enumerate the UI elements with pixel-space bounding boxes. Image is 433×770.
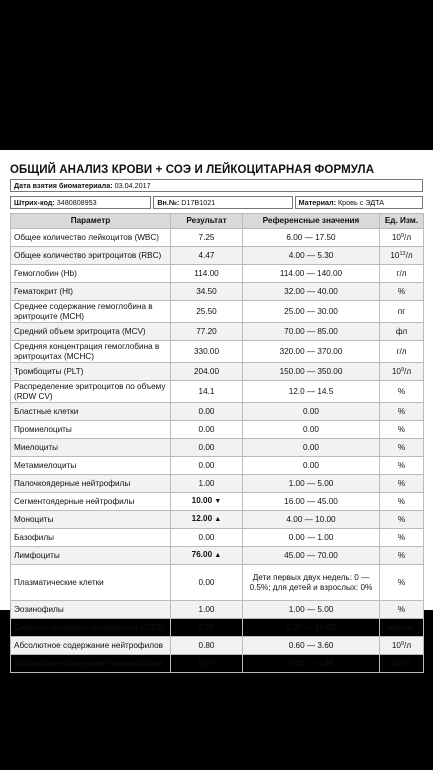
unit-suffix: /л — [405, 250, 413, 260]
unit-cell — [380, 511, 424, 529]
unit-base: г/л — [396, 346, 407, 356]
unit-base: % — [397, 424, 406, 434]
unit-cell — [380, 529, 424, 547]
param-name: Сегментоядерные нейтрофилы — [11, 493, 171, 511]
param-name: Гемоглобин (Hb) — [11, 265, 171, 283]
result-cell — [171, 247, 243, 265]
result-value: 12.00 — [191, 514, 213, 523]
result-value: 0.00 — [198, 424, 215, 434]
unit-exponent: 9 — [400, 658, 405, 665]
reference-range: 0.60 — 3.60 — [243, 637, 380, 655]
header-param: Параметр — [11, 214, 171, 229]
reference-range: 1.00 — 5.00 — [243, 601, 380, 619]
result-value: 77.20 — [196, 326, 217, 336]
header-ref: Референсные значения — [243, 214, 380, 229]
table-row — [11, 565, 424, 601]
unit-cell — [380, 637, 424, 655]
unit-suffix: /л — [404, 658, 412, 668]
result-value: 0.00 — [198, 406, 215, 416]
param-name: Скорость оседания эритроцитов (СОЭ) — [11, 619, 171, 637]
reference-range: 25.00 — 30.00 — [243, 301, 380, 323]
table-header-row — [11, 214, 424, 229]
result-cell — [171, 601, 243, 619]
table-row — [11, 637, 424, 655]
unit-suffix: /л — [404, 640, 412, 650]
unit-base: % — [397, 496, 406, 506]
barcode-value: 3480808953 — [56, 198, 97, 207]
param-name: Средний объем эритроцита (MCV) — [11, 323, 171, 341]
result-cell — [171, 421, 243, 439]
unit-cell — [380, 547, 424, 565]
result-cell — [171, 493, 243, 511]
table-row — [11, 381, 424, 403]
result-value: 204.00 — [193, 366, 220, 376]
table-row — [11, 457, 424, 475]
param-name: Базофилы — [11, 529, 171, 547]
param-name: Лимфоциты — [11, 547, 171, 565]
reference-range: 4.00 — 10.00 — [243, 511, 380, 529]
result-cell — [171, 511, 243, 529]
reference-range: 320.00 — 370.00 — [243, 341, 380, 363]
table-row — [11, 475, 424, 493]
reference-range: 32.00 — 40.00 — [243, 283, 380, 301]
unit-base: % — [397, 460, 406, 470]
result-cell — [171, 283, 243, 301]
unit-base: % — [397, 406, 406, 416]
param-name: Распределение эритроцитов по объему (RDW CV) — [11, 381, 171, 403]
unit-cell — [380, 247, 424, 265]
result-cell — [171, 363, 243, 381]
collection-date — [10, 179, 423, 192]
material-value: Кровь с ЭДТА — [337, 198, 385, 207]
material-label: Материал: — [298, 198, 336, 207]
unit-suffix: /л — [404, 366, 412, 376]
unit-suffix: /л — [404, 232, 412, 242]
reference-range: 16.00 — 45.00 — [243, 493, 380, 511]
param-name: Абсолютное содержание нейтрофилов — [11, 637, 171, 655]
unit-cell — [380, 229, 424, 247]
result-value: 25.50 — [196, 306, 217, 316]
unit-cell — [380, 301, 424, 323]
result-value: 0.00 — [198, 442, 215, 452]
result-cell — [171, 457, 243, 475]
result-value: 4.47 — [198, 250, 215, 260]
result-cell — [171, 655, 243, 673]
reference-range: 150.00 — 350.00 — [243, 363, 380, 381]
unit-cell — [380, 619, 424, 637]
table-row — [11, 547, 424, 565]
result-cell — [171, 323, 243, 341]
table-row — [11, 439, 424, 457]
table-row — [11, 619, 424, 637]
unit-exponent: 12 — [399, 250, 406, 257]
table-row — [11, 511, 424, 529]
unit-cell — [380, 439, 424, 457]
reference-range: 4.00 — 5.30 — [243, 247, 380, 265]
result-value: 34.50 — [196, 286, 217, 296]
param-name: Палочкоядерные нейтрофилы — [11, 475, 171, 493]
unit-cell — [380, 341, 424, 363]
param-name: Общее количество эритроцитов (RBC) — [11, 247, 171, 265]
table-row — [11, 601, 424, 619]
table-row — [11, 529, 424, 547]
result-cell — [171, 637, 243, 655]
arrow-down-icon: ▼ — [214, 498, 222, 505]
table-row — [11, 421, 424, 439]
table-row — [11, 283, 424, 301]
result-value: 14.1 — [198, 386, 215, 396]
unit-base: пг — [397, 306, 406, 316]
result-value: 1.00 — [198, 478, 215, 488]
reference-range: 0.00 — 10.00 — [243, 619, 380, 637]
collection-date-label: Дата взятия биоматериала: — [14, 181, 113, 190]
result-cell — [171, 439, 243, 457]
lab-report-sheet — [0, 150, 433, 668]
collection-date-value: 03.04.2017 — [114, 181, 151, 190]
reference-range: 1.00 — 5.00 — [243, 475, 380, 493]
meta-row-date — [10, 179, 423, 192]
unit-exponent: 9 — [400, 366, 405, 373]
result-cell — [171, 475, 243, 493]
unit-cell — [380, 265, 424, 283]
reference-range: 0.00 — [243, 403, 380, 421]
result-value: 114.00 — [194, 268, 219, 278]
result-value: 0.00 — [198, 460, 215, 470]
reference-range: 70.00 — 85.00 — [243, 323, 380, 341]
unit-base: мм/час — [388, 622, 415, 632]
unit-base: г/л — [396, 268, 407, 278]
table-row — [11, 229, 424, 247]
unit-base: % — [397, 577, 406, 587]
param-name: Эозинофилы — [11, 601, 171, 619]
unit-cell — [380, 421, 424, 439]
result-cell — [171, 341, 243, 363]
unit-base: % — [397, 550, 406, 560]
reference-range: 0.00 — [243, 457, 380, 475]
param-name: Средняя концентрация гемоглобина в эритроцитах (MCHC) — [11, 341, 171, 363]
result-cell — [171, 619, 243, 637]
results-table — [10, 213, 424, 673]
unit-exponent: 9 — [400, 640, 405, 647]
reference-range: 45.00 — 70.00 — [243, 547, 380, 565]
unit-base: фл — [395, 326, 408, 336]
material — [295, 196, 423, 209]
unit-base: 10 — [390, 250, 400, 260]
internal-number — [153, 196, 292, 209]
unit-cell — [380, 323, 424, 341]
table-row — [11, 247, 424, 265]
reference-range: Дети первых двух недель: 0 — 0.5%; для детей и взрослых: 0% — [243, 565, 380, 601]
param-name: Общее количество лейкоцитов (WBC) — [11, 229, 171, 247]
result-value: 0.00 — [198, 532, 215, 542]
reference-range: 0.00 — 1.00 — [243, 529, 380, 547]
barcode — [10, 196, 151, 209]
meta-row-ids — [10, 196, 423, 209]
table-row — [11, 301, 424, 323]
unit-cell — [380, 565, 424, 601]
header-result: Результат — [171, 214, 243, 229]
result-value: 1.00 — [198, 604, 215, 614]
result-cell — [171, 301, 243, 323]
param-name: Метамиелоциты — [11, 457, 171, 475]
reference-range: 6.00 — 17.50 — [243, 229, 380, 247]
unit-base: % — [397, 532, 406, 542]
result-value: 0.80 — [198, 640, 215, 650]
unit-cell — [380, 363, 424, 381]
param-name: Миелоциты — [11, 439, 171, 457]
table-row — [11, 403, 424, 421]
param-name: Бластные клетки — [11, 403, 171, 421]
unit-cell — [380, 381, 424, 403]
result-value: 76.00 — [191, 550, 213, 559]
table-row — [11, 493, 424, 511]
result-value: 2.00 — [198, 622, 215, 632]
unit-cell — [380, 493, 424, 511]
param-name: Промиелоциты — [11, 421, 171, 439]
unit-base: % — [397, 286, 406, 296]
unit-base: % — [397, 604, 406, 614]
result-cell — [171, 381, 243, 403]
unit-base: % — [397, 514, 406, 524]
result-value: 0.00 — [198, 577, 215, 587]
arrow-up-icon: ▲ — [214, 552, 222, 559]
reference-range: 0.00 — [243, 421, 380, 439]
barcode-label: Штрих-код: — [14, 198, 55, 207]
internal-number-label: Вн.№: — [157, 198, 180, 207]
report-title: ОБЩИЙ АНАЛИЗ КРОВИ + СОЭ И ЛЕЙКОЦИТАРНАЯ ФОРМУЛА — [10, 164, 375, 176]
unit-cell — [380, 457, 424, 475]
result-cell — [171, 565, 243, 601]
arrow-up-icon: ▲ — [214, 516, 222, 523]
table-row — [11, 341, 424, 363]
result-value: 10.00 — [191, 496, 213, 505]
result-cell — [171, 265, 243, 283]
reference-range: 0.07 — 0.88 — [243, 655, 380, 673]
header-unit: Ед. Изм. — [380, 214, 424, 229]
param-name: Плазматические клетки — [11, 565, 171, 601]
result-cell — [171, 403, 243, 421]
unit-base: 10 — [391, 366, 401, 376]
unit-cell — [380, 283, 424, 301]
unit-base: 10 — [391, 658, 401, 668]
reference-range: 0.00 — [243, 439, 380, 457]
unit-base: % — [397, 442, 406, 452]
reference-range: 12.0 — 14.5 — [243, 381, 380, 403]
param-name: Среднее содержание гемоглобина в эритроците (MCH) — [11, 301, 171, 323]
param-name: Тромбоциты (PLT) — [11, 363, 171, 381]
param-name: Гематокрит (Ht) — [11, 283, 171, 301]
result-cell — [171, 229, 243, 247]
unit-exponent: 9 — [400, 232, 405, 239]
unit-cell — [380, 475, 424, 493]
param-name: Моноциты — [11, 511, 171, 529]
unit-base: % — [397, 478, 406, 488]
table-row — [11, 265, 424, 283]
table-row — [11, 655, 424, 673]
param-name: Абсолютное содержание эозинофилов — [11, 655, 171, 673]
result-cell — [171, 529, 243, 547]
result-value: 7.25 — [198, 232, 215, 242]
unit-base: 10 — [391, 640, 401, 650]
internal-number-value: D17B1021 — [181, 198, 216, 207]
unit-cell — [380, 403, 424, 421]
table-row — [11, 363, 424, 381]
unit-cell — [380, 601, 424, 619]
result-cell — [171, 547, 243, 565]
unit-base: 10 — [391, 232, 401, 242]
result-value: 0.07 — [198, 658, 215, 668]
result-value: 330.00 — [193, 346, 220, 356]
reference-range: 114.00 — 140.00 — [243, 265, 380, 283]
unit-cell — [380, 655, 424, 673]
results-body — [11, 229, 424, 673]
unit-base: % — [397, 386, 406, 396]
table-row — [11, 323, 424, 341]
